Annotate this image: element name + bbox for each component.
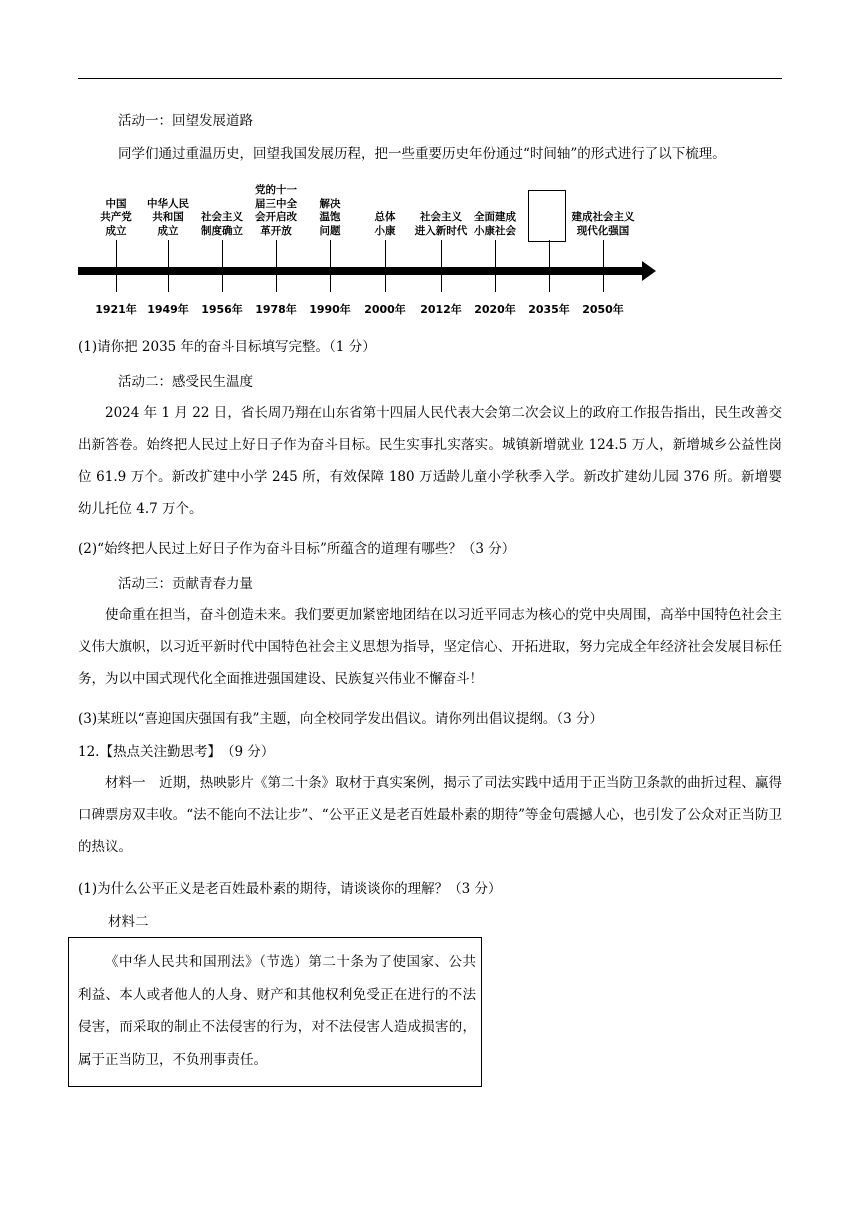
header-rule — [78, 78, 782, 79]
timeline-event-line: 全面建成 — [474, 211, 516, 223]
timeline-event-line: 成立 — [105, 224, 127, 237]
timeline-event-line: 革开放 — [260, 224, 292, 237]
timeline-event-line: 小康社会 — [474, 224, 516, 237]
timeline-year: 2050年 — [582, 303, 624, 316]
timeline-event-line: 温饱 — [319, 211, 341, 223]
timeline-year: 1978年 — [255, 303, 297, 316]
material-2-label: 材料二 — [108, 914, 149, 930]
question-1: (1)请你把 2035 年的奋斗目标填写完整。（1 分） — [78, 339, 376, 355]
timeline-tick — [441, 240, 442, 292]
timeline-event-label — [572, 211, 635, 238]
timeline-year: 1949年 — [147, 303, 189, 316]
timeline-arrowhead — [642, 261, 656, 281]
timeline-tick — [385, 240, 386, 292]
question-12-heading: 12.【热点关注勤思考】 （9 分） — [78, 744, 275, 760]
timeline-event-line: 社会主义 — [420, 211, 462, 223]
timeline-event-line: 党的十一 — [255, 184, 297, 196]
timeline-event-line: 共产党 — [100, 211, 132, 223]
material-1: 材料一 近期，热映影片《第二十条》取材于真实案例，揭示了司法实践中适用于正当防卫条款的曲折过程、赢得口碑票房双丰收。“法不能向不法让步”、“公平正义是老百姓最朴素的期待”等金句震撼人心，也引发了公众对正当防卫的热议。 — [78, 775, 782, 855]
timeline-axis — [78, 267, 644, 275]
timeline-year: 2035年 — [528, 303, 570, 316]
timeline-event-line: 问题 — [319, 224, 341, 237]
timeline-year: 2020年 — [474, 303, 516, 316]
timeline-event-line: 制度确立 — [201, 224, 243, 237]
activity3-title: 活动三：贡献青春力量 — [118, 576, 253, 592]
activity3-paragraph: 使命重在担当，奋斗创造未来。我们要更加紧密地团结在以习近平同志为核心的党中央周围，高举中国特色社会主义伟大旗帜，以习近平新时代中国特色社会主义思想为指导，坚定信心、开拓进取，努力完成全年经济社会发展目标任务，为以中国式现代化全面推进强国建设、民族复兴伟业不懈奋斗！ — [78, 607, 782, 687]
activity1-intro: 同学们通过重温历史，回望我国发展历程，把一些重要历史年份通过“时间轴”的形式进行了以下梳理。 — [118, 146, 726, 162]
timeline-event-line: 社会主义 — [201, 211, 243, 223]
timeline-year: 1990年 — [309, 303, 351, 316]
timeline-year: 1956年 — [201, 303, 243, 316]
timeline-year: 2012年 — [420, 303, 462, 316]
law-excerpt-text: 《中华人民共和国刑法》（节选）第二十条为了使国家、公共利益、本人或者他人的人身、财产和其他权利免受正在进行的不法侵害，而采取的制止不法侵害的行为，对不法侵害人造成损害的，属于正当防卫，不负刑事责任。 — [78, 954, 476, 1068]
timeline-event-line: 解决 — [319, 197, 341, 210]
timeline-event-label — [100, 198, 132, 239]
timeline-tick — [330, 240, 331, 292]
timeline-event-line: 会开启改 — [255, 211, 297, 223]
question-2: (2)“始终把人民过上好日子作为奋斗目标”所蕴含的道理有哪些？（3 分） — [78, 541, 516, 557]
timeline-event-line: 共和国 — [152, 211, 184, 223]
timeline-event-line: 进入新时代 — [414, 224, 468, 237]
timeline-event-line: 届三中全 — [255, 197, 297, 210]
timeline-event-line: 现代化强国 — [576, 224, 630, 237]
timeline-event-label — [320, 198, 341, 239]
timeline-tick — [495, 240, 496, 292]
activity2-title: 活动二：感受民生温度 — [118, 374, 253, 390]
timeline-event-label — [255, 184, 297, 238]
timeline-year: 1921年 — [95, 303, 137, 316]
activity1-title: 活动一：回望发展道路 — [118, 113, 253, 129]
timeline-tick — [549, 240, 550, 292]
timeline-event-label — [415, 211, 468, 238]
timeline-event-line: 总体 — [374, 211, 396, 223]
question-12-1: (1)为什么公平正义是老百姓最朴素的期待，请谈谈你的理解？（3 分） — [78, 881, 502, 897]
timeline-event-line: 中华人民 — [147, 197, 189, 210]
timeline-tick — [116, 240, 117, 292]
timeline-event-label — [201, 211, 243, 238]
timeline-event-line: 成立 — [157, 224, 179, 237]
timeline-tick — [222, 240, 223, 292]
activity2-paragraph: 2024 年 1 月 22 日，省长周乃翔在山东省第十四届人民代表大会第二次会议上的政府工作报告指出，民生改善交出新答卷。始终把人民过上好日子作为奋斗目标。民生实事扎实落实。城镇新增就业 124.5 万人，新增城乡公益性岗位 61.9 万个。新改扩建中小学 245 所，有效保障 180 万适龄儿童小学秋季入学。新改扩建幼儿园 376 所。新增婴幼儿托位 4.7 万个。 — [78, 405, 782, 517]
timeline-event-label — [147, 198, 189, 239]
timeline-tick — [276, 240, 277, 292]
timeline-event-line: 小康 — [374, 224, 396, 237]
timeline-tick — [168, 240, 169, 292]
timeline-event-label — [375, 211, 396, 238]
question-3: (3)某班以“喜迎国庆强国有我”主题，向全校同学发出倡议。请你列出倡议提纲。（3 分） — [78, 711, 604, 727]
timeline-tick — [603, 240, 604, 292]
timeline-event-line: 建成社会主义 — [571, 211, 635, 223]
timeline-event-label — [474, 211, 516, 238]
timeline-event-line: 中国 — [105, 197, 127, 210]
timeline-year: 2000年 — [364, 303, 406, 316]
blank-answer-box-2035[interactable] — [528, 190, 566, 242]
